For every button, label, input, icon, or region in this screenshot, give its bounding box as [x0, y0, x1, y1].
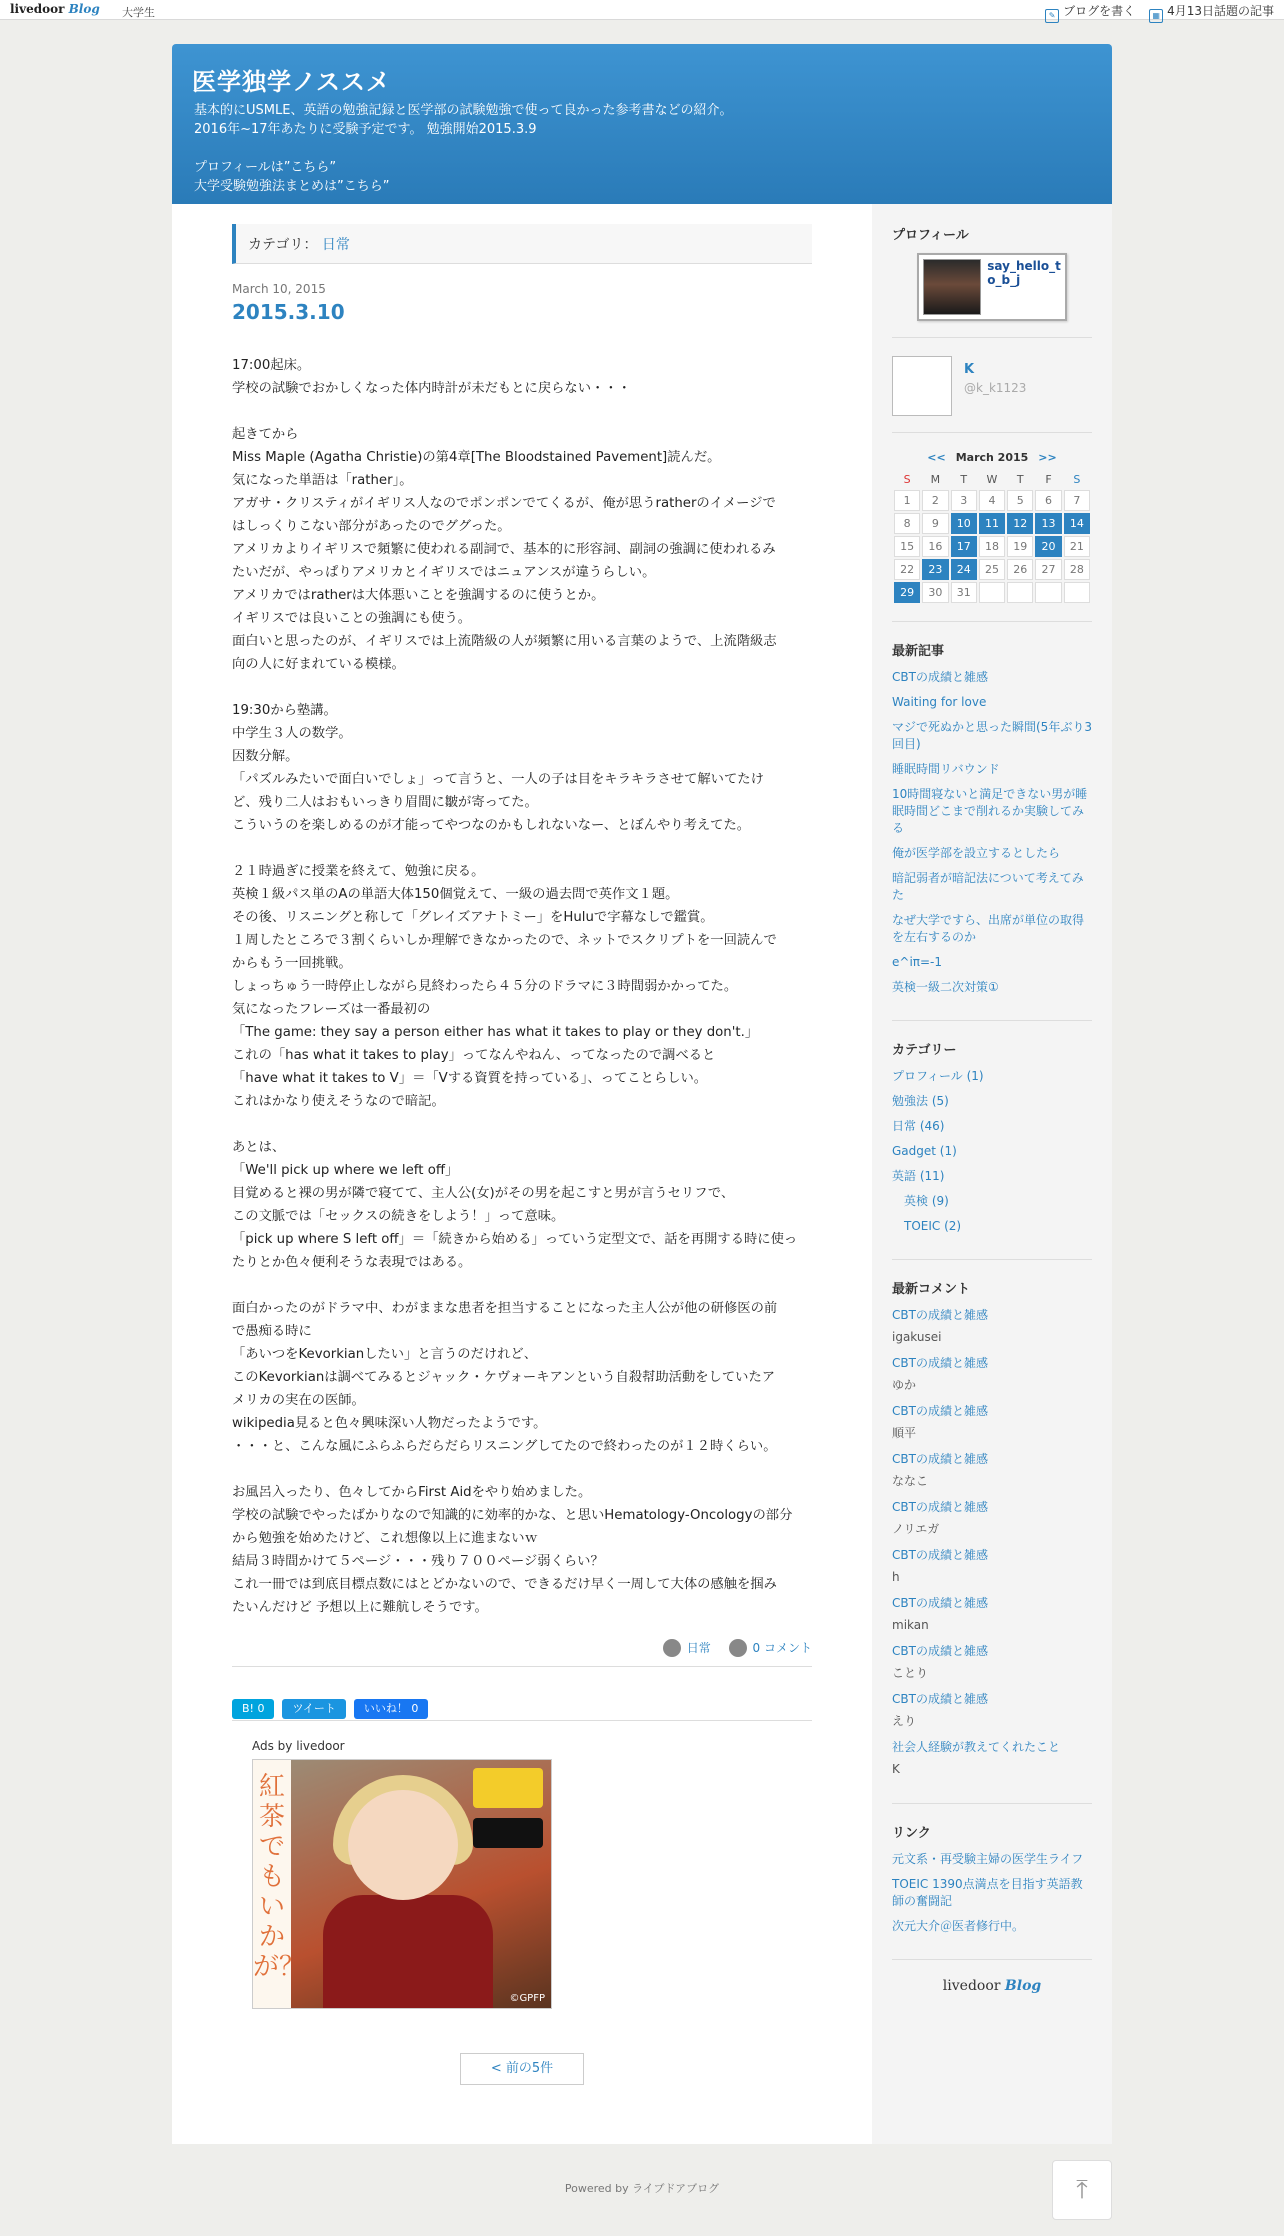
user-section	[892, 356, 1092, 433]
post-paragraph: 学校の試験でやったばかりなので知識的に効率的かな、と思いHematology-Oncologyの部分	[232, 1508, 793, 1523]
post-paragraph: アメリカではratherは大体悪いことを強調するのに使うとか。	[232, 588, 605, 603]
calendar-day: 8	[894, 513, 920, 534]
post-paragraph: から勉強を始めたけど、これ想像以上に進まないｗ	[232, 1531, 538, 1546]
calendar-day: 31	[951, 582, 977, 603]
post-paragraph	[232, 1274, 812, 1297]
post-category-link[interactable]: 日常	[686, 1641, 711, 1655]
recent-post-link[interactable]: 睡眠時間リバウンド	[892, 762, 1000, 776]
post-paragraph: こういうのを楽しめるのが才能ってやつなのかもしれないなー、とぼんやり考えてた。	[232, 818, 751, 833]
category-item[interactable]: TOEIC (2)	[904, 1219, 962, 1233]
post-date: March 10, 2015	[232, 282, 326, 296]
post-paragraph: これ一冊では到底目標点数にはとどかないので、できるだけ早く一周して大体の感触を掴み	[232, 1577, 777, 1592]
category-item[interactable]: プロフィール (1)	[892, 1069, 984, 1083]
external-link[interactable]: 次元大介＠医者修行中。	[892, 1919, 1025, 1933]
avatar[interactable]	[892, 356, 952, 416]
recent-posts-title: 最新記事	[892, 644, 945, 659]
post-paragraph: 「pick up where S left off」＝「続きから始める」っていう定型文で、話を再開する時に使っ	[232, 1232, 798, 1247]
post-paragraph: たりとか色々便利そうな表現ではある。	[232, 1255, 472, 1270]
comment-author: えり	[892, 1714, 917, 1728]
recent-post-link[interactable]: なぜ大学ですら、出席が単位の取得を左右するのか	[892, 913, 1085, 944]
calendar-day: 3	[951, 490, 977, 511]
post-paragraph: 面白かったのがドラマ中、わがままな患者を担当することになった主人公が他の研修医の前	[232, 1301, 778, 1316]
post-paragraph	[232, 837, 812, 860]
recent-post-link[interactable]: e^iπ=-1	[892, 955, 943, 969]
calendar-day: 19	[1007, 536, 1033, 557]
calendar-day[interactable]: 29	[894, 582, 920, 603]
post-paragraph: 起きてから	[232, 427, 299, 442]
post-paragraph: 面白いと思ったのが、イギリスでは上流階級の人が頻繁に用いる言葉のようで、上流階級志	[232, 634, 777, 649]
post-paragraph: 19:30から塾講。	[232, 703, 337, 718]
user-name[interactable]: K	[964, 362, 975, 377]
post-paragraph: はしっくりこない部分があったのでググった。	[232, 519, 511, 534]
comment-item	[892, 1403, 1092, 1442]
calendar-day: 6	[1035, 490, 1061, 511]
comment-author: 順平	[892, 1426, 917, 1440]
sidebar	[892, 224, 1092, 1994]
footer: Powered by ライブドアブログ	[564, 2182, 720, 2195]
post-paragraph: しょっちゅう一時停止しながら見終わったら４５分のドラマに３時間弱かかってた。	[232, 979, 738, 994]
calendar-section	[892, 451, 1092, 622]
post-paragraph: 向の人に好まれている模様。	[232, 657, 405, 672]
calendar-day[interactable]: 14	[1064, 513, 1090, 534]
comment-post-link[interactable]: CBTの成績と雑感	[892, 1548, 988, 1562]
calendar-table	[892, 468, 1092, 605]
study-method-link[interactable]: 大学受験勉強法まとめは”こちら”	[194, 179, 390, 194]
comment-post-link[interactable]: CBTの成績と雑感	[892, 1356, 988, 1370]
category-item[interactable]: 英検 (9)	[904, 1194, 949, 1208]
calendar-day[interactable]: 13	[1035, 513, 1061, 534]
comment-item	[892, 1547, 1092, 1586]
post-paragraph: 中学生３人の数学。	[232, 726, 352, 741]
comment-item	[892, 1451, 1092, 1490]
comment-item	[892, 1499, 1092, 1538]
comment-post-link[interactable]: CBTの成績と雑感	[892, 1500, 988, 1514]
ads-label: Ads by livedoor	[252, 1739, 345, 1753]
external-link[interactable]: 元文系・再受験主婦の医学生ライフ	[892, 1852, 1084, 1866]
comment-post-link[interactable]: CBTの成績と雑感	[892, 1404, 988, 1418]
calendar-day: 21	[1064, 536, 1090, 557]
calendar-day[interactable]: 24	[951, 559, 977, 580]
category-item[interactable]: 勉強法 (5)	[892, 1094, 949, 1108]
hatena-bookmark-button[interactable]: B! 0	[232, 1699, 274, 1719]
post-paragraph: 17:00起床。	[232, 358, 311, 373]
pencil-icon: ✎	[1045, 9, 1059, 23]
post-paragraph: からもう一回挑戦。	[232, 956, 352, 971]
calendar-day	[1007, 582, 1033, 603]
topbar-category[interactable]: 大学生	[122, 6, 155, 19]
post-paragraph	[232, 400, 812, 423]
post-paragraph: ・・・と、こんな風にふらふらだらだらリスニングしてたので終わったのが１２時くらい。	[232, 1439, 777, 1454]
content-container	[172, 204, 1112, 2144]
post-paragraph: その後、リスニングと称して「グレイズアナトミー」をHuluで字幕なしで鑑賞。	[232, 910, 714, 925]
post-paragraph: 結局３時間かけて５ページ・・・残り７００ページ弱くらい？	[232, 1554, 604, 1569]
comment-item	[892, 1355, 1092, 1394]
blog-title[interactable]: 医学独学ノススメ	[192, 68, 392, 96]
post-paragraph: これはかなり使えそうなので暗記。	[232, 1094, 445, 1109]
calendar-weekday: F	[1045, 472, 1052, 486]
blog-description: 基本的にUSMLE、英語の勉強記録と医学部の試験勉強で使って良かった参考書などの紹介。 2016年~17年あたりに受験予定です。 勉強開始2015.3.9 プロフィールは”こちら” 大学受験勉強法まとめは”こちら”	[192, 101, 1092, 196]
comment-author: K	[892, 1762, 900, 1776]
calendar-day: 1	[894, 490, 920, 511]
comment-item	[892, 1691, 1092, 1730]
calendar-day: 26	[1007, 559, 1033, 580]
category-item[interactable]: 日常 (46)	[892, 1119, 945, 1133]
post-paragraph: ２１時過ぎに授業を終えて、勉強に戻る。	[232, 864, 485, 879]
post-paragraph: 「あいつをKevorkianしたい」と言うのだけれど、	[232, 1347, 538, 1362]
comment-author: igakusei	[892, 1330, 942, 1344]
post-paragraph	[232, 1458, 812, 1481]
calendar-day: 28	[1064, 559, 1090, 580]
comment-item	[892, 1643, 1092, 1682]
folder-icon	[663, 1639, 681, 1657]
links-title: リンク	[892, 1826, 931, 1841]
calendar-day: 22	[894, 559, 920, 580]
post-paragraph: 気になった単語は「rather」。	[232, 473, 413, 488]
post-paragraph: で愚痴る時に	[232, 1324, 312, 1339]
post-body	[232, 354, 812, 1619]
recent-post-link[interactable]: CBTの成績と雑感	[892, 670, 988, 684]
recent-posts-section	[892, 640, 1092, 1021]
post-paragraph: イギリスでは良いことの強調にも使う。	[232, 611, 472, 626]
prev-page-button[interactable]: < 前の5件	[460, 2053, 584, 2085]
calendar-day: 2	[922, 490, 948, 511]
calendar-day[interactable]: 20	[1035, 536, 1061, 557]
sidebar-livedoor-logo[interactable]: livedoor Blog	[942, 1978, 1042, 1994]
profile-section	[892, 224, 1092, 338]
recent-post-link[interactable]: 俺が医学部を設立するとしたら	[892, 846, 1061, 860]
post-paragraph: たいだが、やっぱりアメリカとイギリスではニュアンスが違うらしい。	[232, 565, 656, 580]
write-blog-link[interactable]: ✎ ブログを書く	[1045, 2, 1135, 23]
recent-post-link[interactable]: 暗記弱者が暗記法について考えてみた	[892, 871, 1084, 902]
facebook-like-button[interactable]: いいね！ 0	[354, 1699, 429, 1719]
comment-author: ゆか	[892, 1378, 917, 1392]
recent-post-link[interactable]: マジで死ぬかと思った瞬間(5年ぶり3回目)	[892, 720, 1092, 751]
comment-post-link[interactable]: CBTの成績と雑感	[892, 1452, 988, 1466]
share-buttons	[232, 1683, 812, 1721]
comment-post-link[interactable]: CBTの成績と雑感	[892, 1644, 988, 1658]
ad-logo-secondary	[473, 1818, 543, 1848]
comment-author: ことり	[892, 1666, 929, 1680]
calendar-weekday: S	[903, 472, 911, 486]
comment-item	[892, 1307, 1092, 1346]
user-id[interactable]: @k_k1123	[964, 381, 1027, 395]
post-paragraph: 「The game: they say a person either has what it takes to play or they don't.」	[232, 1025, 759, 1040]
calendar-day: 5	[1007, 490, 1033, 511]
recent-post-link[interactable]: Waiting for love	[892, 695, 987, 709]
post-paragraph: このKevorkianは調べてみるとジャック・ケヴォーキアンという自殺幇助活動をしていたア	[232, 1370, 776, 1385]
category-link[interactable]: 日常	[321, 237, 350, 253]
calendar-weekday: W	[986, 472, 998, 486]
profile-title: プロフィール	[892, 228, 969, 243]
calendar-day[interactable]: 23	[922, 559, 948, 580]
post-paragraph: アガサ・クリスティがイギリス人なのでポンポンでてくるが、俺が思うratherのイメージで	[232, 496, 776, 511]
post-paragraph: wikipedia見ると色々興味深い人物だったようです。	[232, 1416, 547, 1431]
profile-picture[interactable]	[923, 259, 981, 315]
post-meta	[232, 1639, 812, 1667]
post-paragraph: メリカの実在の医師。	[232, 1393, 365, 1408]
categories-section	[892, 1039, 1092, 1260]
post-paragraph: 「We'll pick up where we left off」	[232, 1163, 459, 1178]
post-paragraph: 気になったフレーズは一番最初の	[232, 1002, 431, 1017]
recent-post-link[interactable]: 英検一級二次対策①	[892, 980, 999, 994]
calendar-weekday: S	[1073, 472, 1081, 486]
calendar-day: 30	[922, 582, 948, 603]
category-item[interactable]: 英語 (11)	[892, 1169, 945, 1183]
calendar-day: 16	[922, 536, 948, 557]
calendar-weekday: M	[930, 472, 941, 486]
profile-card[interactable]	[917, 253, 1067, 321]
livedoor-blog-link[interactable]: ライブドアブログ	[632, 2182, 720, 2195]
comment-icon	[729, 1639, 747, 1657]
comment-item	[892, 1739, 1092, 1778]
global-topbar	[0, 0, 1284, 20]
calendar-prev-link[interactable]: <<	[927, 451, 946, 464]
arrow-up-icon: ⤒	[1076, 2175, 1088, 2205]
calendar-next-link[interactable]: >>	[1038, 451, 1057, 464]
profile-name-link[interactable]: say_hello_to_b_j	[987, 259, 1061, 287]
calendar-day[interactable]: 17	[951, 536, 977, 557]
links-section	[892, 1822, 1092, 1960]
topic-link[interactable]: ▦ 4月13日話題の記事	[1149, 2, 1274, 23]
post-paragraph: お風呂入ったり、色々してからFirst Aidをやり始めました。	[232, 1485, 592, 1500]
calendar-day	[1064, 582, 1090, 603]
calendar-icon: ▦	[1149, 9, 1163, 23]
calendar-day: 15	[894, 536, 920, 557]
post-paragraph: Miss Maple (Agatha Christie)の第4章[The Bloodstained Pavement]読んだ。	[232, 450, 721, 465]
recent-comments-title: 最新コメント	[892, 1282, 971, 1297]
post-paragraph: ど、残り二人はおもいっきり眉間に皺が寄ってた。	[232, 795, 538, 810]
comment-author: mikan	[892, 1618, 929, 1632]
tweet-button[interactable]: ツイート	[282, 1699, 345, 1719]
category-heading: カテゴリ： 日常	[232, 224, 812, 264]
post-paragraph: 英検１級パス単のAの単語大体150個覚えて、一級の過去問で英作文１題。	[232, 887, 679, 902]
post-paragraph: 因数分解。	[232, 749, 299, 764]
calendar-day: 27	[1035, 559, 1061, 580]
calendar-day	[1035, 582, 1061, 603]
calendar-day[interactable]: 10	[951, 513, 977, 534]
blog-header	[172, 44, 1112, 204]
comment-post-link[interactable]: CBTの成績と雑感	[892, 1308, 988, 1322]
ad-copyright: ©GPFP	[509, 1993, 545, 2004]
comment-post-link[interactable]: 社会人経験が教えてくれたこと	[892, 1740, 1061, 1754]
post-paragraph: この文脈では「セックスの続きをしよう！」って意味。	[232, 1209, 565, 1224]
calendar-day[interactable]: 11	[979, 513, 1005, 534]
calendar-day: 9	[922, 513, 948, 534]
scroll-to-top-button[interactable]	[1052, 2160, 1112, 2220]
calendar-weekday: T	[960, 472, 968, 486]
post-paragraph: 「パズルみたいで面白いでしょ」って言うと、一人の子は目をキラキラさせて解いてたけ	[232, 772, 764, 787]
post-paragraph: １周したところで３割くらいしか理解できなかったので、ネットでスクリプトを一回読んで	[232, 933, 777, 948]
post-paragraph	[232, 1113, 812, 1136]
post-paragraph	[232, 676, 812, 699]
ad-logo	[473, 1768, 543, 1808]
ad-banner[interactable]	[252, 1759, 552, 2009]
comment-author: ノリエガ	[892, 1522, 940, 1536]
comment-author: h	[892, 1570, 900, 1584]
calendar-day: 18	[979, 536, 1005, 557]
post-paragraph: たいんだけど 予想以上に難航しそうです。	[232, 1600, 488, 1615]
calendar-day	[979, 582, 1005, 603]
category-item[interactable]: Gadget (1)	[892, 1144, 957, 1158]
external-link[interactable]: TOEIC 1390点満点を目指す英語教師の奮闘記	[892, 1877, 1083, 1908]
ads-section	[252, 1739, 812, 2009]
post-title[interactable]: 2015.3.10	[232, 300, 345, 324]
comment-author: ななこ	[892, 1474, 929, 1488]
calendar-day: 4	[979, 490, 1005, 511]
post-paragraph: あとは、	[232, 1140, 286, 1155]
post-paragraph: アメリカよりイギリスで頻繁に使われる副詞で、基本的に形容詞、副詞の強調に使われるみ	[232, 542, 776, 557]
post-paragraph: これの「has what it takes to play」ってなんやねん、ってなったので調べると	[232, 1048, 716, 1063]
main-column	[232, 224, 812, 2085]
calendar-month: March 2015	[955, 451, 1029, 464]
post-paragraph: 目覚めると裸の男が隣で寝てて、主人公(女)がその男を起こすと男が言うセリフで、	[232, 1186, 735, 1201]
recent-comments-section	[892, 1278, 1092, 1804]
calendar-day: 25	[979, 559, 1005, 580]
post-paragraph: 学校の試験でおかしくなった体内時計が未だもとに戻らない・・・	[232, 381, 631, 396]
comment-post-link[interactable]: CBTの成績と雑感	[892, 1596, 988, 1610]
ad-vertical-text: 紅茶でもいかが？	[253, 1760, 291, 2009]
profile-link[interactable]: プロフィールは”こちら”	[194, 160, 337, 175]
comment-post-link[interactable]: CBTの成績と雑感	[892, 1692, 988, 1706]
calendar-day[interactable]: 12	[1007, 513, 1033, 534]
livedoor-blog-logo[interactable]: livedoor Blog	[10, 2, 100, 16]
post-comments-link[interactable]: 0 コメント	[752, 1641, 812, 1655]
calendar-day: 7	[1064, 490, 1090, 511]
post-paragraph: 「have what it takes to V」＝「Vする資質を持っている」、ってことらしい。	[232, 1071, 708, 1086]
comment-item	[892, 1595, 1092, 1634]
calendar-weekday: T	[1016, 472, 1024, 486]
recent-post-link[interactable]: 10時間寝ないと満足できない男が睡眠時間どこまで削れるか実験してみる	[892, 787, 1088, 835]
categories-title: カテゴリー	[892, 1043, 957, 1058]
